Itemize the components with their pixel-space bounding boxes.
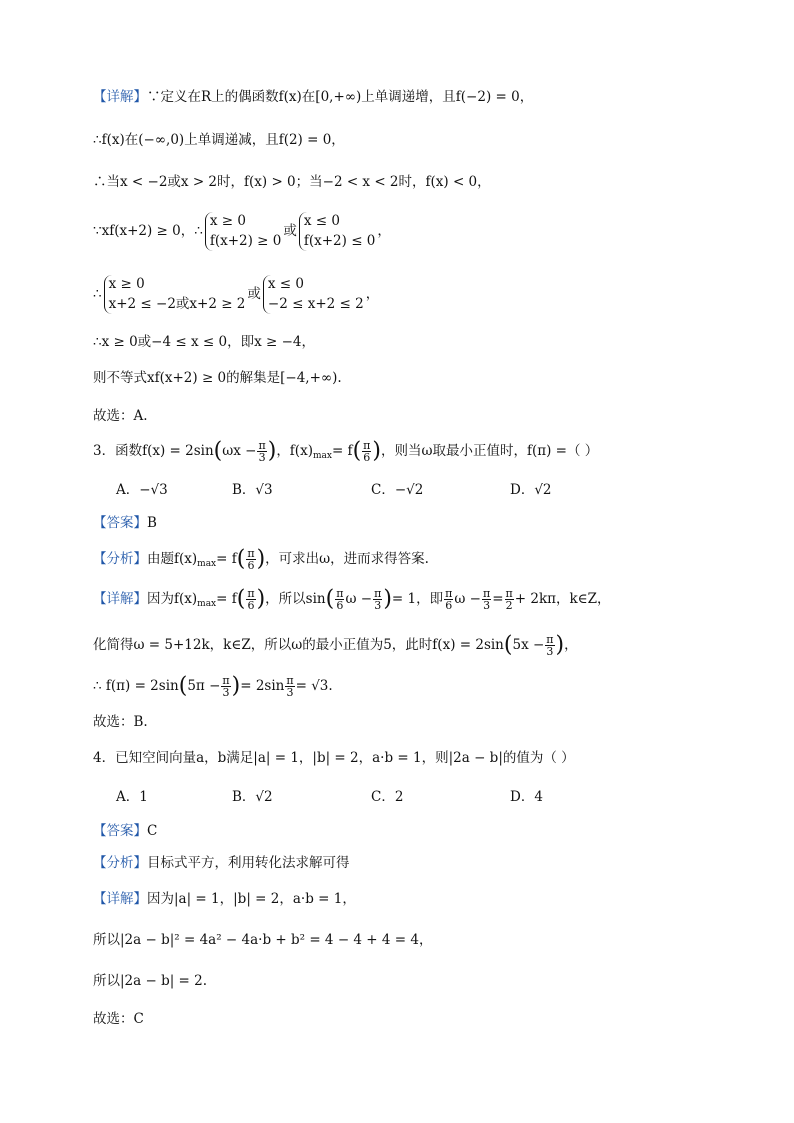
analysis-c: ，可求出ω，进而求得答案.: [265, 551, 429, 567]
l5-pre: ∴: [93, 286, 102, 303]
detail-line-3: ∴当x < −2或x > 2时，f(x) > 0；当−2 < x < 2时，f(x) < 0，: [93, 174, 491, 190]
frac-den: 3: [258, 451, 266, 464]
simplify-c: ，: [564, 637, 578, 653]
frac-num: π: [258, 439, 266, 452]
fraction: [373, 588, 382, 611]
detail-tag: 【详解】: [93, 89, 147, 105]
fraction: [482, 588, 491, 611]
q3-analysis: [93, 548, 429, 571]
q4-answer: [93, 825, 157, 839]
l4-or: 或: [283, 223, 297, 240]
detail-line-4: [93, 212, 391, 251]
detail-b: = f: [216, 591, 237, 607]
q3-stem: [93, 440, 598, 463]
frac-den: 3: [483, 599, 491, 612]
paren: ): [555, 632, 565, 658]
q4-stem: 4．已知空间向量a，b满足|a| = 1，|b| = 2，a·b = 1，则|2a − b|的值为（ ）: [93, 750, 575, 766]
paren: ): [267, 438, 277, 464]
paren: ): [231, 673, 241, 699]
sys-a-row-1: x ≥ 0: [209, 213, 246, 229]
q3-option-c[interactable]: C．−√2: [371, 482, 424, 498]
frac-num: π: [482, 587, 491, 600]
frac-den: 6: [363, 451, 371, 464]
paren: (: [236, 546, 246, 572]
fraction: [505, 588, 514, 611]
frac-num: π: [445, 587, 453, 600]
q4-option-b[interactable]: B．√2: [232, 789, 273, 805]
analysis-text: 目标式平方，利用转化法求解可得: [147, 855, 350, 871]
frac-num: π: [336, 587, 344, 600]
frac-den: 2: [505, 599, 513, 612]
sys-d-row-2: −2 ≤ x+2 ≤ 2: [267, 295, 364, 312]
q3-stem-b: ωx −: [222, 443, 257, 459]
detail-f: ω −: [454, 591, 481, 607]
simplify-b: 5x −: [512, 637, 545, 653]
frac-den: 6: [247, 559, 255, 572]
paren: ): [372, 438, 381, 464]
fraction: [221, 675, 230, 698]
q3-option-a[interactable]: A．−√3: [116, 482, 168, 498]
q4-detail: [93, 893, 356, 907]
paren: ): [256, 546, 266, 572]
l4-pre: ∵xf(x+2) ≥ 0，∴: [93, 223, 203, 240]
sys-d-row-1: x ≤ 0: [267, 276, 305, 292]
answer-value: B: [147, 515, 157, 531]
sys-c-row-2: x+2 ≤ −2或x+2 ≥ 2: [108, 295, 246, 312]
q3-answer: [93, 517, 157, 531]
system-d: [263, 275, 364, 314]
system-a: [205, 212, 282, 251]
detail-line-1: [93, 91, 533, 105]
answer-tag: 【答案】: [93, 823, 147, 839]
detail-text: 因为|a| = 1，|b| = 2，a·b = 1，: [147, 891, 356, 907]
q4-step-2: 所以|2a − b| = 2.: [93, 973, 208, 989]
l5-or: 或: [247, 286, 261, 303]
q3-detail: [93, 588, 611, 611]
paren: (: [213, 438, 223, 464]
frac-den: 6: [445, 599, 453, 612]
q3-option-b[interactable]: B．√3: [232, 482, 273, 498]
paren: (: [352, 438, 362, 464]
sys-a-row-2: f(x+2) ≥ 0: [209, 232, 282, 249]
therefore-c: = 2sin: [240, 678, 285, 694]
simplify-a: 化简得ω = 5+12k，k∈Z，所以ω的最小正值为5，此时f(x) = 2sin: [93, 637, 504, 653]
frac-den: 3: [222, 686, 230, 699]
q3-stem-c: ，f(x): [276, 443, 313, 459]
paren: (: [503, 632, 513, 658]
system-b: [299, 212, 376, 251]
l5-end: ，: [365, 286, 380, 303]
q3-stem-d: = f: [331, 443, 353, 459]
l4-end: ，: [377, 223, 391, 240]
paren: ): [256, 586, 266, 612]
therefore-d: = √3.: [295, 678, 333, 694]
q4-option-d[interactable]: D．4: [510, 789, 543, 805]
q3-choose: 故选：B.: [93, 714, 148, 730]
fraction: [545, 634, 554, 657]
fraction: [362, 440, 371, 463]
therefore-b: 5π −: [187, 678, 221, 694]
q4-option-a[interactable]: A．1: [116, 789, 148, 805]
therefore-a: ∴ f(π) = 2sin: [93, 678, 179, 694]
frac-num: π: [247, 587, 255, 600]
paren: ): [383, 586, 392, 612]
fraction: [246, 548, 255, 571]
analysis-tag: 【分析】: [93, 855, 147, 871]
frac-num: π: [374, 587, 382, 600]
frac-num: π: [363, 439, 371, 452]
fraction: [257, 440, 266, 463]
max-subscript: max: [312, 451, 332, 461]
detail-line-2: ∴f(x)在(−∞,0)上单调递减，且f(2) = 0，: [93, 132, 345, 148]
q3-therefore: [93, 675, 333, 698]
q3-simplify: [93, 634, 578, 657]
detail-line-7: 则不等式xf(x+2) ≥ 0的解集是[−4,+∞).: [93, 370, 342, 386]
answer-value: C: [147, 823, 158, 839]
frac-num: π: [222, 674, 230, 687]
paren: (: [325, 586, 335, 612]
detail-e: = 1，即: [391, 591, 444, 607]
fraction: [285, 675, 294, 698]
detail-c: ，所以sin: [265, 591, 326, 607]
analysis-a: 由题f(x): [147, 551, 198, 567]
detail-line-5: [93, 275, 379, 314]
frac-num: π: [505, 587, 513, 600]
sys-c-row-1: x ≥ 0: [108, 276, 145, 292]
sys-b-row-1: x ≤ 0: [303, 213, 340, 229]
answer-tag: 【答案】: [93, 515, 147, 531]
q4-option-c[interactable]: C．2: [371, 789, 404, 805]
analysis-b: = f: [216, 551, 237, 567]
frac-num: π: [286, 674, 294, 687]
detail-h: + 2kπ，k∈Z，: [514, 591, 611, 607]
frac-num: π: [247, 547, 255, 560]
system-c: [104, 275, 246, 314]
q4-analysis: [93, 857, 350, 871]
paren: (: [236, 586, 246, 612]
sys-b-row-2: f(x+2) ≤ 0: [303, 232, 376, 249]
fraction: [444, 588, 453, 611]
max-subscript: max: [197, 559, 217, 569]
q4-choose: 故选：C: [93, 1011, 144, 1027]
q3-stem-a: 3．函数f(x) = 2sin: [93, 443, 214, 459]
frac-den: 6: [336, 599, 344, 612]
frac-den: 6: [247, 599, 255, 612]
detail-d: ω −: [345, 591, 373, 607]
frac-den: 3: [286, 686, 294, 699]
frac-num: π: [546, 633, 554, 646]
detail-line-6: ∴x ≥ 0或−4 ≤ x ≤ 0，即x ≥ −4，: [93, 334, 315, 350]
detail-tag: 【详解】: [93, 891, 147, 907]
q4-step-1: 所以|2a − b|² = 4a² − 4a·b + b² = 4 − 4 + 4 = 4，: [93, 932, 433, 948]
detail-text: ∵定义在R上的偶函数f(x)在[0,+∞)上单调递增，且f(−2) = 0，: [147, 89, 534, 105]
frac-den: 3: [374, 599, 382, 612]
detail-line-8: 故选：A.: [93, 408, 148, 424]
analysis-tag: 【分析】: [93, 551, 147, 567]
detail-tag: 【详解】: [93, 591, 147, 607]
paren: (: [178, 673, 188, 699]
fraction: [335, 588, 344, 611]
q3-stem-e: ，则当ω取最小正值时，f(π) =（ ）: [380, 443, 599, 459]
max-subscript: max: [197, 599, 217, 609]
detail-a: 因为f(x): [147, 591, 198, 607]
detail-g: =: [492, 591, 504, 607]
frac-den: 3: [546, 645, 554, 658]
q3-option-d[interactable]: D．√2: [510, 482, 552, 498]
fraction: [246, 588, 255, 611]
